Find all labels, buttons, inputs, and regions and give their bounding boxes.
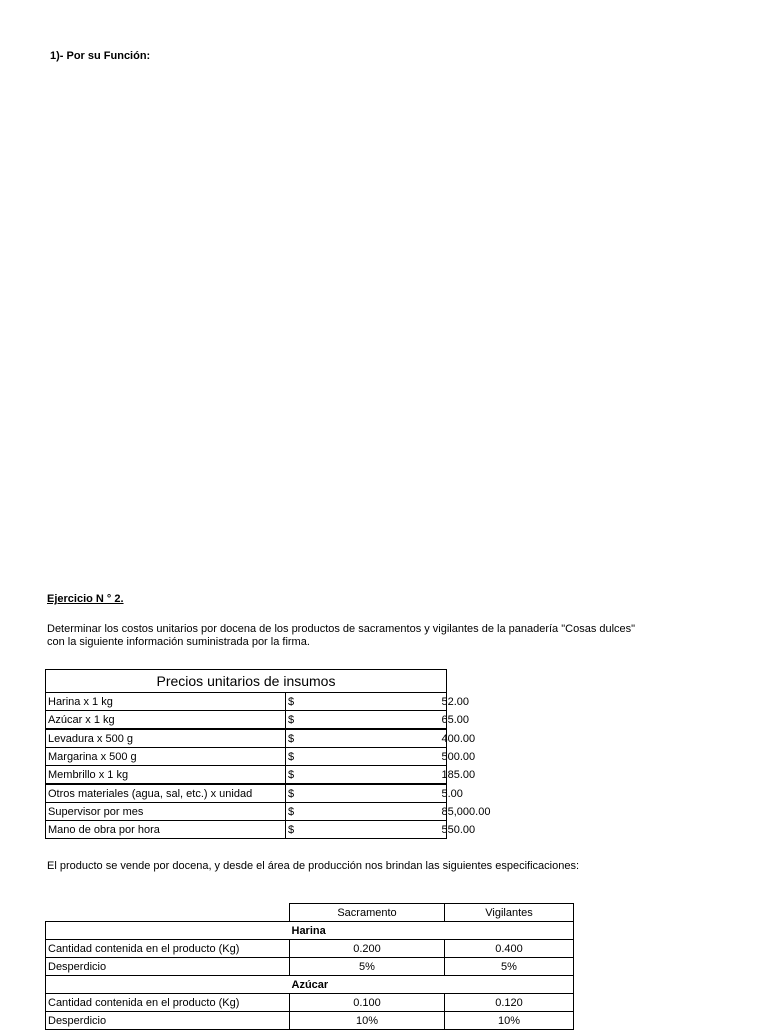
- spec-intro: El producto se vende por docena, y desde el área de producción nos brindan las siguientes especificaciones:: [47, 860, 580, 872]
- table-row: [46, 693, 447, 711]
- table-row: [46, 711, 447, 730]
- prices-table-title: Precios unitarios de insumos: [46, 670, 447, 693]
- section-function-heading: 1)- Por su Función:: [50, 50, 151, 62]
- table-row: [46, 748, 447, 766]
- price-value: 500.00: [440, 748, 447, 766]
- spec-row-label: Desperdicio: [46, 958, 290, 976]
- price-currency: $: [286, 748, 440, 766]
- intro-line-2: con la siguiente información suministrada por la firma.: [47, 636, 310, 648]
- spec-value-sacramento: 0.200: [290, 940, 445, 958]
- price-value: 52.00: [440, 693, 447, 711]
- price-currency: $: [286, 784, 440, 803]
- price-item-label: Azúcar x 1 kg: [46, 711, 286, 730]
- prices-table-body: [46, 693, 491, 839]
- table-row: [46, 958, 574, 976]
- table-row: [46, 940, 574, 958]
- price-value: 550.00: [440, 821, 447, 839]
- intro-line-1: Determinar los costos unitarios por docena de los productos de sacramentos y vigilantes de la panadería "Cosas dulces": [47, 623, 636, 635]
- table-row: [46, 729, 447, 748]
- table-row: [46, 784, 447, 803]
- spec-section-blank: [46, 922, 290, 940]
- price-currency: $: [286, 693, 440, 711]
- price-value: 65.00: [440, 711, 447, 730]
- price-value: 85,000.00: [440, 803, 447, 821]
- spec-value-vigilantes: 10%: [445, 1012, 574, 1030]
- exercise-heading: Ejercicio N ° 2.: [47, 593, 124, 605]
- table-row: [46, 1012, 574, 1030]
- spec-value-sacramento: 5%: [290, 958, 445, 976]
- price-item-label: Membrillo x 1 kg: [46, 766, 286, 785]
- unit-prices-table: [45, 669, 491, 839]
- price-item-label: Mano de obra por hora: [46, 821, 286, 839]
- price-currency: $: [286, 729, 440, 748]
- price-item-label: Levadura x 500 g: [46, 729, 286, 748]
- spec-section-label: Azúcar: [290, 976, 574, 994]
- table-row: [46, 821, 447, 839]
- spec-value-vigilantes: 0.400: [445, 940, 574, 958]
- spec-row-label: Desperdicio: [46, 1012, 290, 1030]
- price-item-label: Supervisor por mes: [46, 803, 286, 821]
- price-currency: $: [286, 821, 440, 839]
- spec-section-label: Harina: [290, 922, 574, 940]
- price-value: 5.00: [440, 784, 447, 803]
- spec-header-blank: [46, 904, 290, 922]
- spec-value-sacramento: 0.100: [290, 994, 445, 1012]
- price-item-label: Harina x 1 kg: [46, 693, 286, 711]
- spec-value-vigilantes: 0.120: [445, 994, 574, 1012]
- price-value: 400.00: [440, 729, 447, 748]
- price-currency: $: [286, 803, 440, 821]
- price-item-label: Otros materiales (agua, sal, etc.) x unidad: [46, 784, 286, 803]
- spec-section-row: [46, 922, 574, 940]
- price-item-label: Margarina x 500 g: [46, 748, 286, 766]
- spec-section-row: [46, 976, 574, 994]
- spec-table-body: [46, 922, 574, 1030]
- exercise-intro: [47, 623, 707, 649]
- table-row: [46, 766, 447, 785]
- spec-value-vigilantes: 5%: [445, 958, 574, 976]
- spec-section-blank: [46, 976, 290, 994]
- price-currency: $: [286, 766, 440, 785]
- spec-table: [45, 903, 574, 1030]
- spec-row-label: Cantidad contenida en el producto (Kg): [46, 940, 290, 958]
- spec-value-sacramento: 10%: [290, 1012, 445, 1030]
- table-row: [46, 803, 447, 821]
- spec-row-label: Cantidad contenida en el producto (Kg): [46, 994, 290, 1012]
- price-currency: $: [286, 711, 440, 730]
- table-row: [46, 994, 574, 1012]
- spec-header-sacramento: Sacramento: [290, 904, 445, 922]
- price-value: 185.00: [440, 766, 447, 785]
- spec-header-vigilantes: Vigilantes: [445, 904, 574, 922]
